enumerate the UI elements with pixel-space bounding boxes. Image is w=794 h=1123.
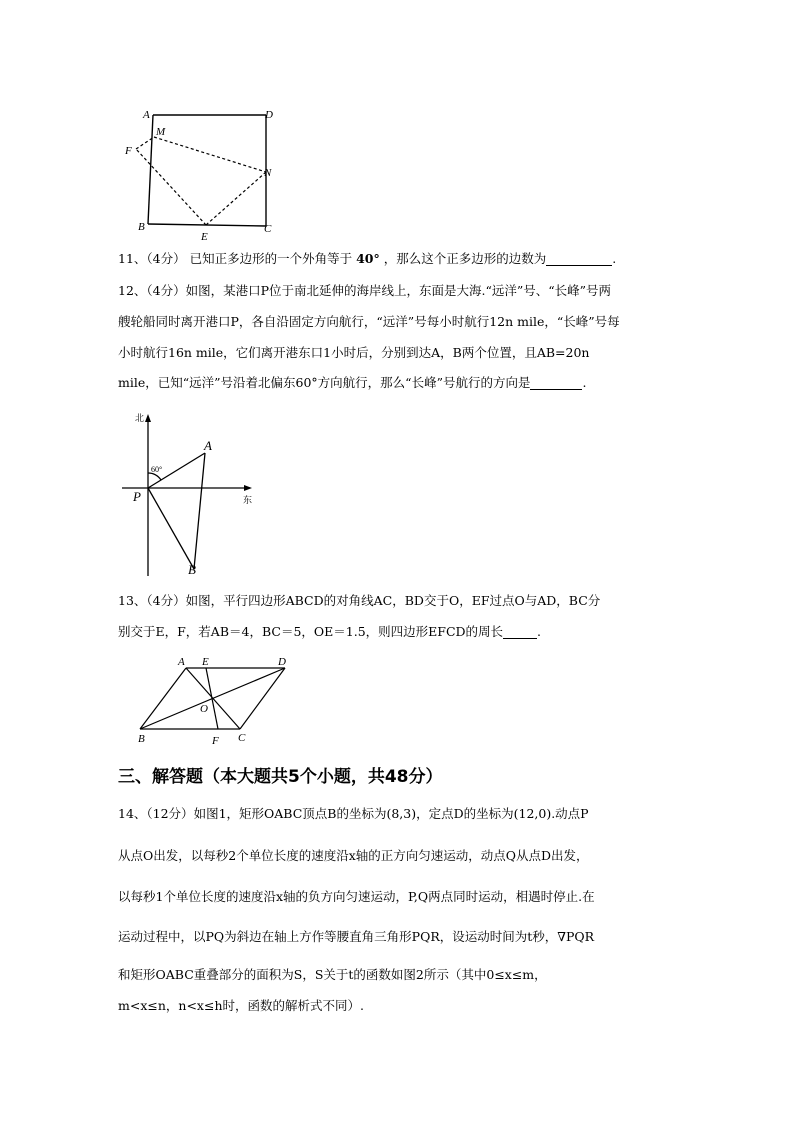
label-D: D xyxy=(278,656,286,668)
question-13-line-1 xyxy=(118,595,678,607)
q13-score: （4分） xyxy=(146,593,186,608)
label-A: A xyxy=(204,438,212,453)
label-F: F xyxy=(212,735,219,747)
q11-answer-blank[interactable] xyxy=(546,253,612,266)
label-A: A xyxy=(178,656,185,668)
label-M: M xyxy=(156,126,166,138)
q14-line3: 以每秒1个单位长度的速度沿x轴的负方向匀速运动，P,Q两点同时运动，相遇时停止.在 xyxy=(118,889,595,904)
q12-tail: . xyxy=(582,375,587,390)
question-11 xyxy=(118,253,678,266)
angle-label: 60° xyxy=(151,465,163,474)
question-14-line-2 xyxy=(118,850,678,862)
bearing-figure xyxy=(118,408,268,580)
q13-tail: . xyxy=(537,624,542,639)
parallelogram-figure xyxy=(118,652,298,748)
q12-line3: 小时航行16n mile，它们离开港东口1小时后，分别到达A，B两个位置，且AB=20n xyxy=(118,345,590,360)
q11-value: 40° xyxy=(356,251,380,266)
question-12-line-1 xyxy=(118,285,678,297)
north-label: 北 xyxy=(135,414,145,424)
question-12-line-2 xyxy=(118,316,678,328)
label-F: F xyxy=(125,145,132,157)
q13-answer-blank[interactable] xyxy=(503,626,537,639)
q12-answer-blank[interactable] xyxy=(530,377,582,390)
label-C: C xyxy=(264,223,272,235)
label-P: P xyxy=(133,489,141,504)
label-A: A xyxy=(143,109,150,121)
q14-number: 14、 xyxy=(118,806,147,821)
label-D: D xyxy=(265,109,273,121)
label-B: B xyxy=(188,562,196,577)
q13-line1: 如图，平行四边形ABCD的对角线AC，BD交于O，EF过点O与AD，BC分 xyxy=(185,593,601,608)
square-fold-figure xyxy=(118,104,288,244)
question-12-line-3 xyxy=(118,347,678,359)
question-14-line-4 xyxy=(118,931,678,943)
question-13-line-2 xyxy=(118,626,678,639)
q11-tail: . xyxy=(612,251,617,266)
q12-number: 12、 xyxy=(118,283,147,298)
q14-score: （12分） xyxy=(146,806,194,821)
label-B: B xyxy=(138,221,145,233)
section-heading: 三、解答题（本大题共5个小题，共48分） xyxy=(118,767,443,787)
q11-number: 11、 xyxy=(118,251,147,266)
q14-line5: 和矩形OABC重叠部分的面积为S，S关于t的函数如图2所示（其中0≤x≤m， xyxy=(118,967,547,982)
label-E: E xyxy=(201,231,208,243)
question-14-line-3 xyxy=(118,891,678,903)
label-N: N xyxy=(264,167,272,179)
q12-line4: mile，已知“远洋”号沿着北偏东60°方向航行，那么“长峰”号航行的方向是 xyxy=(118,375,531,390)
label-E: E xyxy=(202,656,209,668)
label-C: C xyxy=(238,732,246,744)
q14-line6: m<x≤n，n<x≤h时，函数的解析式不同）. xyxy=(118,998,364,1013)
question-14-line-6 xyxy=(118,1000,678,1012)
q13-number: 13、 xyxy=(118,593,147,608)
q12-line1: 如图，某港口P位于南北延伸的海岸线上，东面是大海.“远洋”号、“长峰”号两 xyxy=(185,283,612,298)
q11-score: （4分） xyxy=(146,251,186,266)
question-14-line-1 xyxy=(118,808,678,820)
q11-text-a: 已知正多边形的一个外角等于 xyxy=(189,251,353,266)
question-12-line-4 xyxy=(118,377,678,390)
q14-line1: 如图1，矩形OABC顶点B的坐标为(8,3)，定点D的坐标为(12,0).动点P xyxy=(193,806,589,821)
east-label: 东 xyxy=(243,496,253,506)
q12-line2: 艘轮船同时离开港口P，各自沿固定方向航行，“远洋”号每小时航行12n mile，“长峰”号每 xyxy=(118,314,620,329)
label-B: B xyxy=(138,733,145,745)
q13-line2: 别交于E，F，若AB＝4，BC＝5，OE＝1.5，则四边形EFCD的周长 xyxy=(118,624,504,639)
q12-score: （4分） xyxy=(146,283,186,298)
label-O: O xyxy=(200,703,208,715)
question-14-line-5 xyxy=(118,969,678,981)
q14-line2: 从点O出发，以每秒2个单位长度的速度沿x轴的正方向匀速运动，动点Q从点D出发， xyxy=(118,848,589,863)
q14-line4: 运动过程中，以PQ为斜边在轴上方作等腰直角三角形PQR，设运动时间为t秒，∇PQR xyxy=(118,929,595,944)
q11-text-b: ，那么这个正多边形的边数为 xyxy=(383,251,547,266)
